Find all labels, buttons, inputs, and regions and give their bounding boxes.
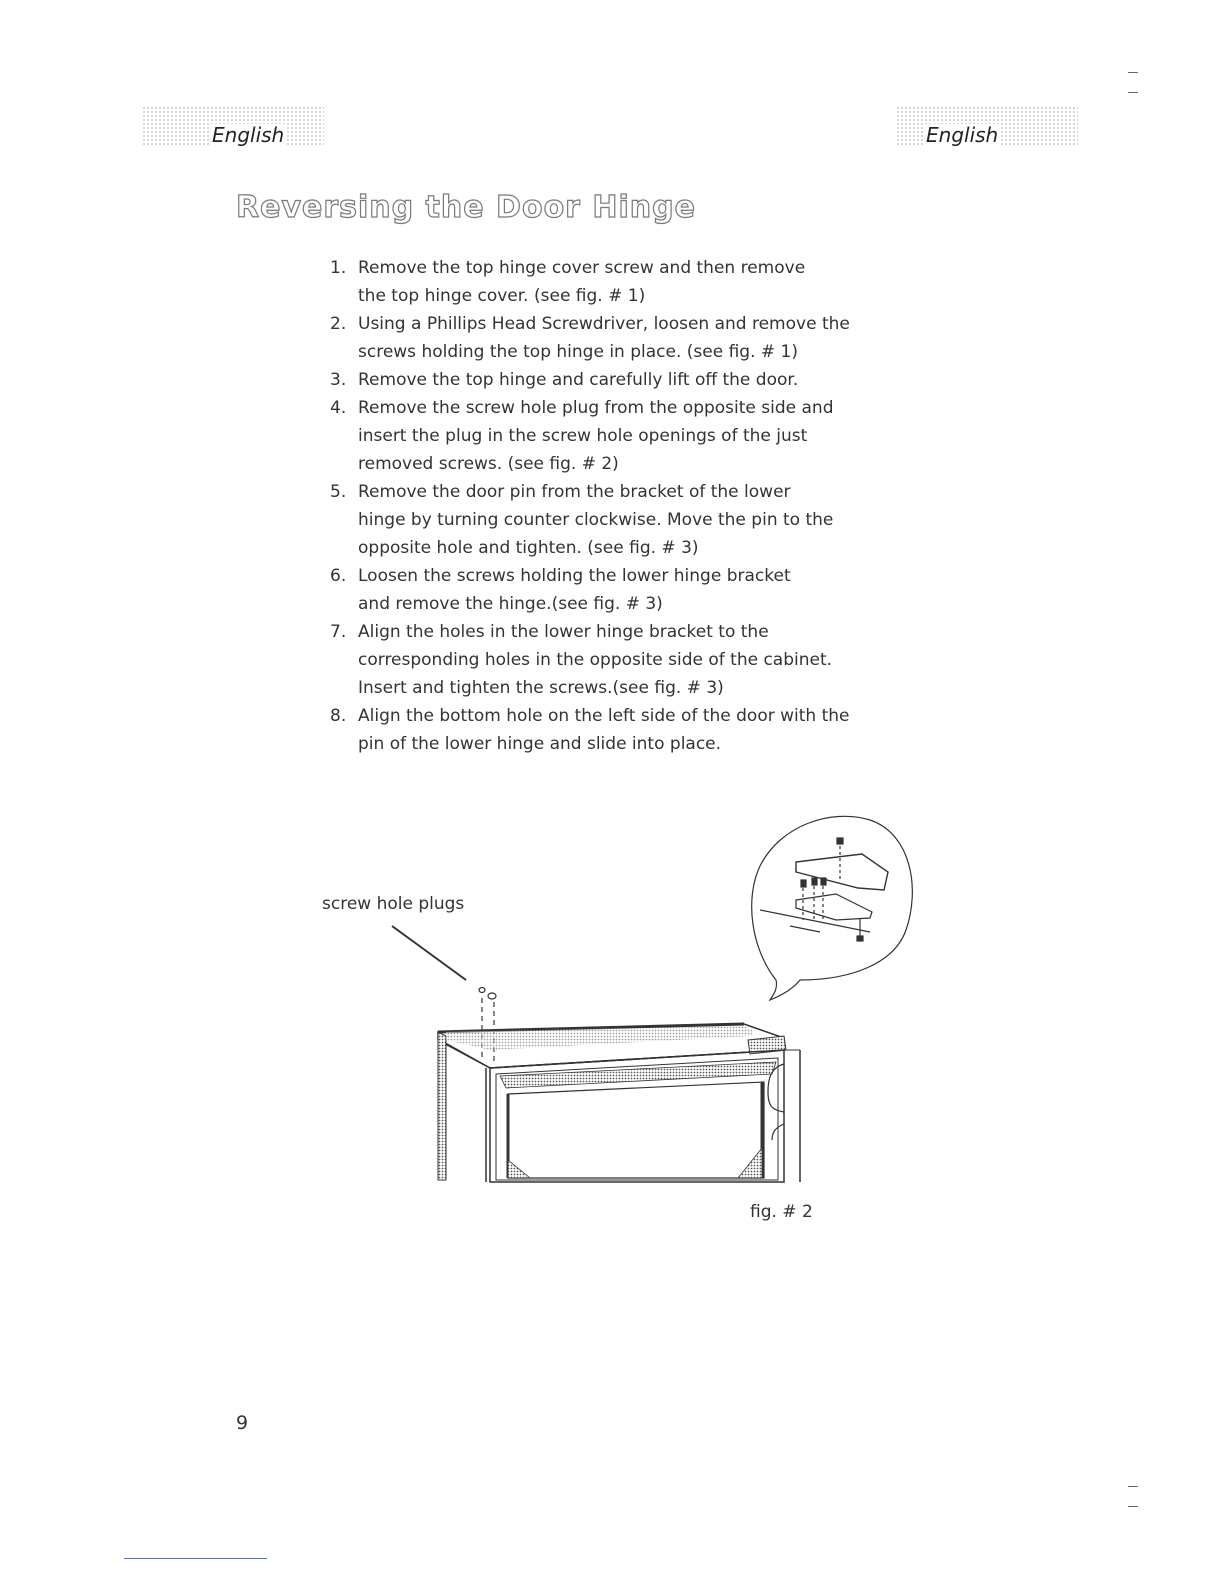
crop-mark <box>1128 1486 1138 1487</box>
step-text: Remove the screw hole plug from the opposite side and insert the plug in the screw hole openings of the just removed screws. (see fig. # 2) <box>358 398 834 474</box>
leader-line <box>392 926 466 980</box>
step-text: Loosen the screws holding the lower hinge bracket and remove the hinge.(see fig. # 3) <box>358 566 791 614</box>
page-number: 9 <box>236 1412 249 1434</box>
page-title: Reversing the Door Hinge <box>236 190 696 225</box>
fridge-cabinet <box>438 1024 800 1182</box>
step-item <box>330 702 890 758</box>
screw-hole-plugs-label: screw hole plugs <box>322 894 465 914</box>
step-number: 5. <box>330 482 347 502</box>
header-language-tab-left <box>142 106 324 146</box>
step-item <box>330 562 890 618</box>
header-language-label-right: English <box>926 123 999 147</box>
instruction-steps <box>330 254 890 758</box>
crop-mark <box>1128 92 1138 93</box>
step-item <box>330 618 890 702</box>
step-number: 2. <box>330 314 347 334</box>
step-text: Align the bottom hole on the left side of the door with the pin of the lower hinge and slide into place. <box>358 706 850 754</box>
step-item <box>330 310 890 366</box>
step-text: Remove the top hinge and carefully lift off the door. <box>358 370 799 390</box>
screw-hole-plugs <box>479 988 496 1065</box>
header-language-label-left: English <box>212 123 285 147</box>
step-number: 3. <box>330 370 347 390</box>
crop-mark <box>1128 1506 1138 1507</box>
step-item <box>330 394 890 478</box>
step-item <box>330 254 890 310</box>
step-text: Align the holes in the lower hinge bracket to the corresponding holes in the opposite side of the cabinet. Insert and tighten the screws.(see fig. # 3) <box>358 622 833 698</box>
step-item <box>330 366 890 394</box>
figure-caption: fig. # 2 <box>750 1202 813 1222</box>
hinge-detail-callout <box>752 816 913 1000</box>
step-number: 1. <box>330 258 347 278</box>
crop-mark <box>1128 72 1138 73</box>
step-number: 4. <box>330 398 347 418</box>
step-text: Remove the top hinge cover screw and then remove the top hinge cover. (see fig. # 1) <box>358 258 806 306</box>
step-number: 7. <box>330 622 347 642</box>
step-text: Remove the door pin from the bracket of the lower hinge by turning counter clockwise. Move the pin to the opposite hole and tighten. (see fig. # 3) <box>358 482 834 558</box>
step-item <box>330 478 890 562</box>
step-number: 6. <box>330 566 347 586</box>
step-number: 8. <box>330 706 347 726</box>
step-text: Using a Phillips Head Screwdriver, loosen and remove the screws holding the top hinge in place. (see fig. # 1) <box>358 314 850 362</box>
header-language-tab-right <box>896 106 1078 146</box>
bottom-rule <box>124 1558 267 1559</box>
